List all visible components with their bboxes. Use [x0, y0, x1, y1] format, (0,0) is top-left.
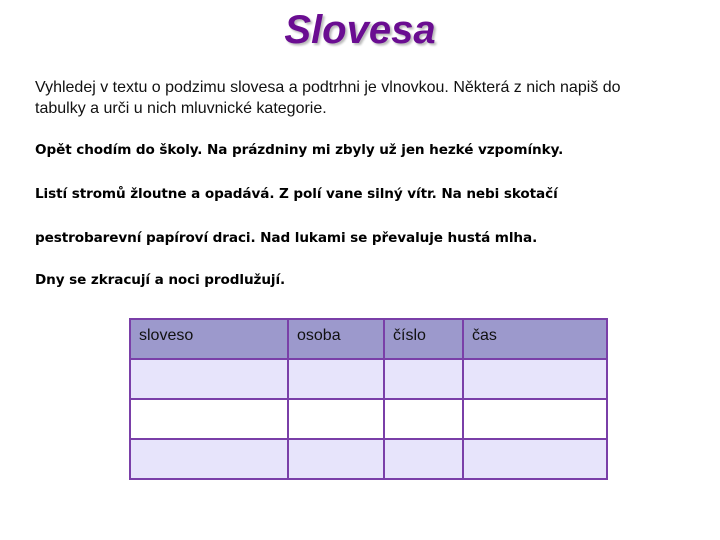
table-cell[interactable] [130, 399, 288, 439]
table-cell[interactable] [463, 359, 607, 399]
table-cell[interactable] [288, 359, 384, 399]
text-line-1: Opět chodím do školy. Na prázdniny mi zbyly už jen hezké vzpomínky. [35, 142, 564, 158]
table-cell[interactable] [384, 359, 463, 399]
table-row [130, 399, 607, 439]
table-row [130, 439, 607, 479]
text-line-4: Dny se zkracují a noci prodlužují. [35, 272, 286, 288]
table-cell[interactable] [384, 399, 463, 439]
instruction-text: Vyhledej v textu o podzimu slovesa a podtrhni je vlnovkou. Některá z nich napiš do tabulky a urči u nich mluvnické kategorie. [35, 79, 621, 117]
table-row [130, 359, 607, 399]
table-header-row [130, 319, 607, 359]
header-sloveso: sloveso [130, 319, 288, 359]
table-cell[interactable] [130, 359, 288, 399]
text-line-3: pestrobarevní papíroví draci. Nad lukami se převaluje hustá mlha. [35, 230, 538, 246]
table-cell[interactable] [463, 439, 607, 479]
text-line-2: Listí stromů žloutne a opadává. Z polí vane silný vítr. Na nebi skotačí [35, 186, 558, 202]
table-cell[interactable] [288, 399, 384, 439]
table-cell[interactable] [130, 439, 288, 479]
header-cas: čas [463, 319, 607, 359]
slide-title: Slovesa [284, 8, 436, 52]
table-cell[interactable] [288, 439, 384, 479]
table-cell[interactable] [384, 439, 463, 479]
table-cell[interactable] [463, 399, 607, 439]
header-cislo: číslo [384, 319, 463, 359]
header-osoba: osoba [288, 319, 384, 359]
verb-table [129, 318, 608, 480]
